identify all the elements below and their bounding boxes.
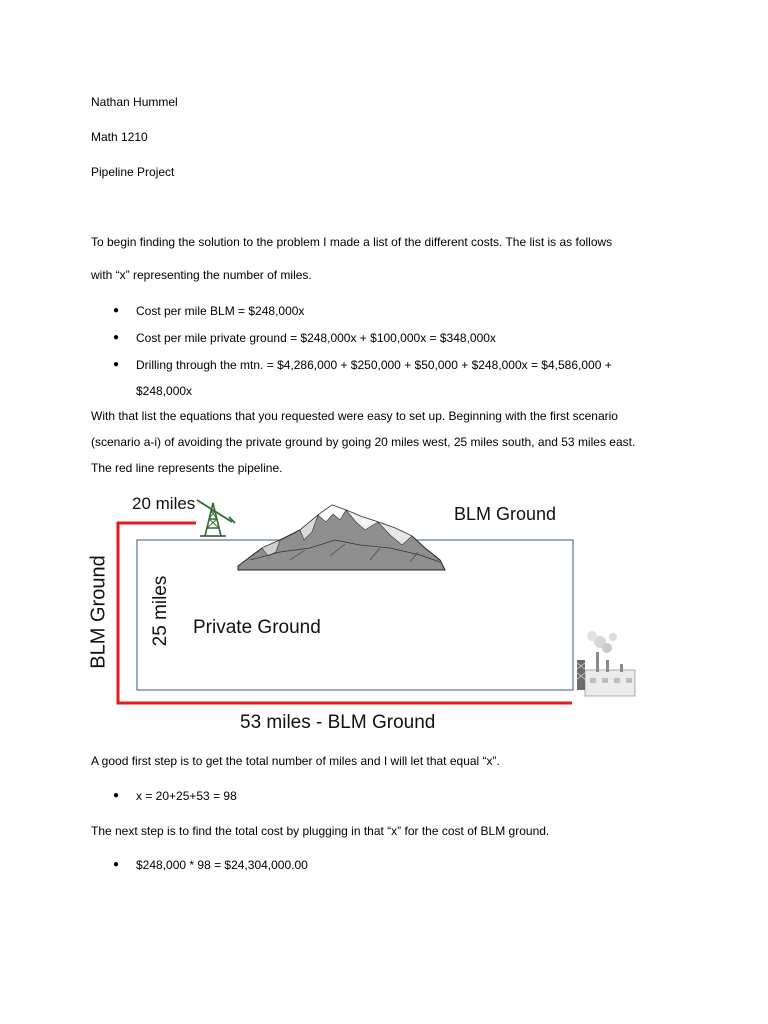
step2-text: The next step is to find the total cost by plugging in that “x” for the cost of BLM ground. <box>91 824 550 838</box>
bullet-icon: ● <box>113 359 120 370</box>
bullet-icon: ● <box>113 305 120 316</box>
step1-text: A good first step is to get the total number of miles and I will let that equal “x”. <box>91 754 500 768</box>
course-name: Math 1210 <box>91 130 148 144</box>
list-item: Cost per mile private ground = $248,000x + $100,000x = $348,000x <box>136 331 496 345</box>
list-item-continuation: $248,000x <box>136 384 193 398</box>
label-53-miles: 53 miles - BLM Ground <box>240 712 436 733</box>
bullet-icon: ● <box>113 332 120 343</box>
step2-equation: $248,000 * 98 = $24,304,000.00 <box>136 858 308 872</box>
author-name: Nathan Hummel <box>91 95 178 109</box>
scenario-line-3: The red line represents the pipeline. <box>91 461 283 475</box>
list-item: Drilling through the mtn. = $4,286,000 + $250,000 + $50,000 + $248,000x = $4,586,000 + <box>136 358 612 372</box>
label-blm-ground-left: BLM Ground <box>87 555 110 669</box>
intro-line-2: with “x” representing the number of miles. <box>91 268 312 282</box>
intro-line-1: To begin finding the solution to the problem I made a list of the different costs. The list is as follows <box>91 235 613 249</box>
scenario-line-2: (scenario a-i) of avoiding the private ground by going 20 miles west, 25 miles south, and 53 miles east. <box>91 435 636 449</box>
label-blm-ground-top: BLM Ground <box>454 504 557 524</box>
list-item: Cost per mile BLM = $248,000x <box>136 304 305 318</box>
oil-derrick-icon <box>197 500 235 536</box>
mountain-icon <box>238 505 445 570</box>
label-20-miles: 20 miles <box>132 494 196 513</box>
factory-icon <box>576 631 635 696</box>
scenario-line-1: With that list the equations that you requested were easy to set up. Beginning with the first scenario <box>91 409 618 423</box>
label-private-ground: Private Ground <box>193 617 321 638</box>
step1-equation: x = 20+25+53 = 98 <box>136 789 237 803</box>
project-title: Pipeline Project <box>91 165 175 179</box>
bullet-icon: ● <box>113 859 120 870</box>
bullet-icon: ● <box>113 790 120 801</box>
label-25-miles: 25 miles <box>150 575 171 647</box>
